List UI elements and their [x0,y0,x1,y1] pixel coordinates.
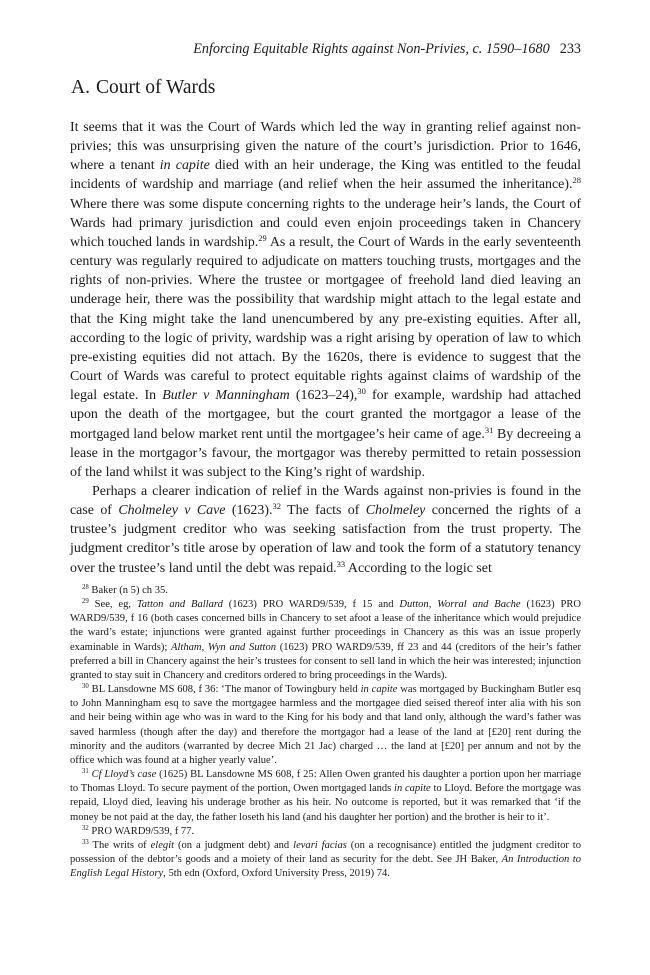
italic-phrase: in capite [159,158,210,174]
paragraph-2 [70,482,581,578]
text-run: (1623–24), [289,388,358,404]
text-run: BL Lansdowne MS 608, f 36: ‘The manor of Towingbury held [88,684,361,696]
footnote-number: 28 [82,584,89,591]
footnote-ref: 32 [272,501,281,512]
footnote-ref: 29 [258,232,267,243]
text-run: , 5th edn (Oxford, Oxford University Press, 2019) 74. [163,868,390,880]
footnote-number: 32 [82,824,89,832]
text-run: PRO WARD9/539, f 77. [88,825,195,837]
footnote-30 [70,683,581,768]
text-run: Perhaps a clearer indication of relief in the Wards against non-privies is found in the case of [70,483,581,519]
case-name: Cholmeley v Cave [118,503,226,519]
text-run: It seems that it was the Court of Wards which led the way in granting relief against non-privies; this was unsurprising given the nature of the court’s jurisdiction. Prior to 1646, where a tenant [70,120,581,174]
case-name: Cf Lloyd’s case [91,769,157,781]
text-run: (1623) PRO WARD9/539, f 15 and [222,599,400,611]
text-run: The facts of [280,503,366,519]
italic-phrase: levari facias [293,839,347,851]
case-name: Altham, Wyn and Sutton [171,641,276,653]
footnote-ref: 28 [572,175,581,186]
section-label: A. [71,77,90,98]
section-heading [71,77,215,99]
text-run: was mortgaged by Buckingham Butler esq to John Manningham esq to save the mortgagee harmless and the mortgagee died seised thereof inter alia with his son and heir being within age who was in ward to the King for his body and that land only, although the ward’s father was saved harmless (though after the day) and therefore the mortgagor had a lease of the land at [£20] rent during the minority and the auditors (warranted by decree Mich 21 Jac) charged … the land at [£20] per annum and not by the office which was found at a higher yearly value’. [70,684,581,766]
footnote-number: 29 [82,598,89,606]
text-run: (on a judgment debt) and [174,839,294,851]
footnote-32 [70,825,581,839]
text-run: The writs of [88,839,151,851]
footnote-number: 31 [82,768,89,776]
running-header [70,41,581,61]
text-run: (1625) BL Lansdowne MS 608, f 25: Allen Owen granted his daughter a portion upon her marriage to Thomas Lloyd. To secure payment of the portion, Owen mortgaged lands [70,769,581,795]
text-run: As a result, the Court of Wards in the early seventeenth century was regularly required to adjudicate on matters touching trusts, mortgages and the rights of non-privies. Where the trustee or mortgagee of freehold land died leaving an underage heir, there was the possibility that wardship might attach to the legal estate and that the King might take the land unencumbered by any pre-existing equities. After all, according to the logic of privity, wardship was a right arising by operation of law to which pre-existing equities did not attach. By the 1620s, there is evidence to suggest that the Court of Wards was careful to protect equitable rights against claims of wardship of the legal estate. In [70,234,581,404]
running-title: Enforcing Equitable Rights against Non-Privies, c. 1590–1680 [193,41,550,57]
footnote-29 [70,598,581,683]
case-name: Dutton, Worral and Bache [399,599,521,611]
italic-phrase: in capite [394,783,431,795]
footnote-33 [70,839,581,881]
text-run: (on a recognisance) entitled the judgment creditor to possession of the debtor’s goods and a moiety of their land as security for the debt. See JH Baker, [70,839,581,865]
footnote-28 [70,584,581,598]
text-run: By decreeing a lease in the mortgagor’s favour, the mortgagor was thereby permitted to retain possession of the land whilst it was subject to the King’s right of wardship. [70,426,581,480]
text-run: See, eg, [88,599,137,611]
book-title: An Introduction to English Legal History [70,853,581,880]
footnote-ref: 30 [357,386,366,397]
case-name: Butler v Manningham [162,388,290,404]
text-run: (1623) PRO WARD9/539, ff 23 and 44 (creditors of the heir’s father preferred a bill in Chancery against the heir’s trustees for consent to sell land in which the heir was interested; injunction granted to stay suit in Chancery and creditors ordered to bring proceedings in the Wards). [70,641,582,681]
footnote-number: 30 [82,683,89,691]
text-run: According to the logic set [345,560,492,576]
footnote-ref: 33 [336,558,346,569]
footnote-ref: 31 [484,424,494,435]
text-run: (1623). [225,503,273,519]
italic-phrase: in capite [360,684,398,696]
case-name: Tatton and Ballard [136,599,223,611]
text-run: for example, wardship had attached upon the death of the mortgagee, but the court granted the mortgagor a lease of the mortgaged land below market rent until the mortgagee’s heir came of age. [70,388,581,442]
text-run: to Lloyd. Before the mortgage was repaid, Lloyd died, leaving his underage brother as his heir. No outcome is reported, but it was remarked that ‘if the money be not paid at the day, the father loseth his land (and his daughter her portion) and the brother is heir to it’. [70,783,581,823]
paragraph-1 [70,118,581,482]
footnotes [70,584,581,881]
text-run: concerned the rights of a trustee’s judgment creditor who was seeking satisfaction from the trust property. The judgment creditor’s title arose by operation of law and took the form of a statutory tenancy over the trustee’s land until the debt was repaid. [70,503,581,576]
footnote-31 [70,768,581,825]
text-run: (1623) PRO WARD9/539, f 16 (both cases concerned bills in Chancery to set afoot a lease of the inheritance which would prejudice the ward’s estate; injunctions were granted against further proceedings in Chancery as this was an issue properly examinable in Wards); [70,599,581,653]
footnote-number: 33 [82,838,89,846]
body-text [70,118,581,578]
case-name: Cholmeley [365,503,426,519]
section-title: Court of Wards [95,77,216,98]
text-run: Baker (n 5) ch 35. [88,585,168,596]
text-run: died with an heir underage, the King was entitled to the feudal incidents of wardship and marriage (and relief when the heir assumed the inheritance). [70,158,581,193]
text-run: Where there was some dispute concerning rights to the underage heir’s lands, the Court of Wards had primary jurisdiction and could even enjoin proceedings taken in Chancery which touched lands in wardship. [70,196,581,250]
italic-phrase: elegit [150,839,175,851]
page-number: 233 [559,41,581,57]
